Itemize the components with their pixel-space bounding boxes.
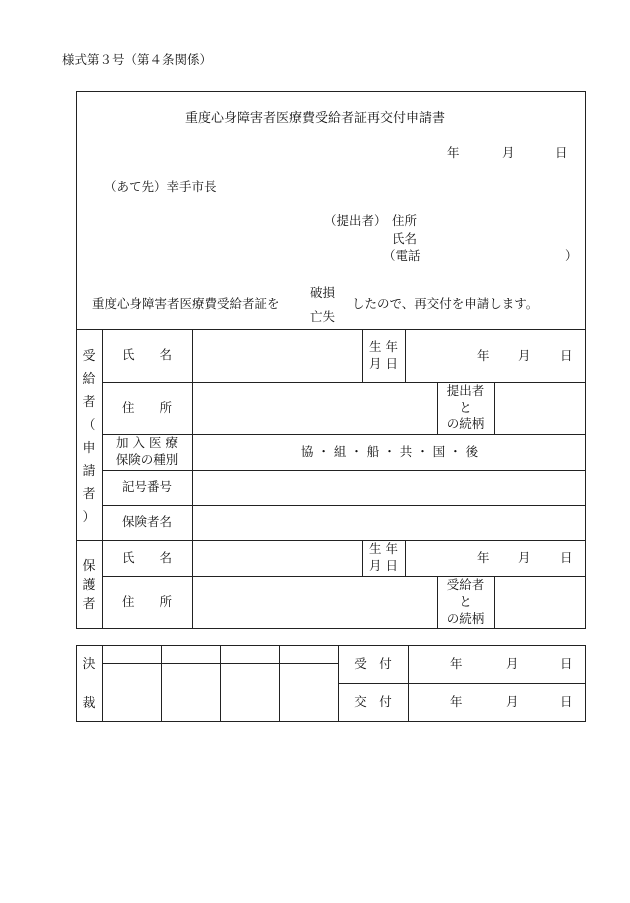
approval-stamp-box-1[interactable] (103, 664, 161, 721)
symbol-number-label: 記号番号 (121, 479, 172, 495)
col-line-guardian-birth-right (405, 540, 406, 576)
insurance-type-label: 加 入 医 療 保険の種別 (115, 435, 179, 467)
recipient-address-field[interactable] (193, 383, 437, 434)
approval-stamp-box-2[interactable] (162, 664, 220, 721)
submitter-phone-close: ） (565, 248, 578, 263)
form-number: 様式第３号（第４条関係） (62, 52, 213, 67)
issued-label: 交 付 (354, 694, 392, 710)
guardian-side-label: 保 護 者 (82, 559, 96, 612)
submitter-address-label: 住所 (392, 213, 418, 228)
guardian-birth-day: 日 (560, 550, 573, 565)
decision-side-label: 決 裁 (82, 657, 96, 711)
addressee: （あて先）幸手市長 (104, 179, 217, 194)
recipient-name-label: 氏 名 (121, 347, 172, 363)
submitter-phone-open: （電話 (383, 248, 421, 263)
guardian-name-label: 氏 名 (121, 549, 172, 565)
approval-stamp-box-4[interactable] (280, 664, 338, 721)
issued-date-month: 月 (506, 694, 519, 709)
issued-date-year: 年 (450, 694, 463, 709)
recipient-birth-month: 月 (518, 348, 531, 363)
issued-date-day: 日 (560, 694, 573, 709)
application-date-day: 日 (555, 145, 568, 160)
guardian-relation-field[interactable] (495, 577, 585, 628)
guardian-address-field[interactable] (193, 577, 437, 628)
received-date-day: 日 (560, 656, 573, 671)
request-prefix: 重度心身障害者医療費受給者証を (92, 296, 280, 311)
insurer-name-field[interactable] (193, 506, 585, 540)
recipient-birth-day: 日 (560, 348, 573, 363)
request-suffix: したので、再交付を申請します。 (352, 296, 539, 311)
insurance-type-options[interactable]: 協 ・ 組 ・ 船 ・ 共 ・ 国 ・ 後 (300, 443, 479, 459)
application-date-year: 年 (447, 145, 460, 160)
symbol-number-field[interactable] (193, 471, 585, 505)
guardian-birth-month: 月 (518, 550, 531, 565)
option-damaged: 破損 (310, 285, 336, 300)
recipient-name-field[interactable] (193, 330, 362, 382)
received-date-month: 月 (506, 656, 519, 671)
form-title: 重度心身障害者医療費受給者証再交付申請書 (184, 111, 445, 126)
submitter-name-label: 氏名 (392, 231, 418, 246)
recipient-birth-year: 年 (477, 348, 490, 363)
guardian-birth-year: 年 (477, 550, 490, 565)
approval-stamp-box-3[interactable] (221, 664, 279, 721)
insurer-name-label: 保険者名 (121, 514, 172, 530)
guardian-relation-label: 受給者 と の続柄 (446, 577, 485, 626)
guardian-name-field[interactable] (193, 541, 362, 576)
received-date-year: 年 (450, 656, 463, 671)
recipient-relation-field[interactable] (495, 383, 585, 434)
submitter-label: （提出者） (324, 213, 387, 228)
recipient-birth-label: 生 年 月 日 (369, 338, 398, 371)
recipient-address-label: 住 所 (121, 399, 172, 415)
option-lost: 亡失 (310, 309, 336, 324)
received-label: 受 付 (354, 655, 392, 671)
guardian-address-label: 住 所 (121, 594, 172, 610)
recipient-side-label: 受 給 者 （ 申 請 者 ） (82, 349, 96, 525)
guardian-birth-label: 生 年 月 日 (369, 541, 398, 573)
col-line-birth-right (405, 329, 406, 382)
recipient-relation-label: 提出者 と の続柄 (446, 382, 485, 432)
application-date-month: 月 (502, 145, 515, 160)
